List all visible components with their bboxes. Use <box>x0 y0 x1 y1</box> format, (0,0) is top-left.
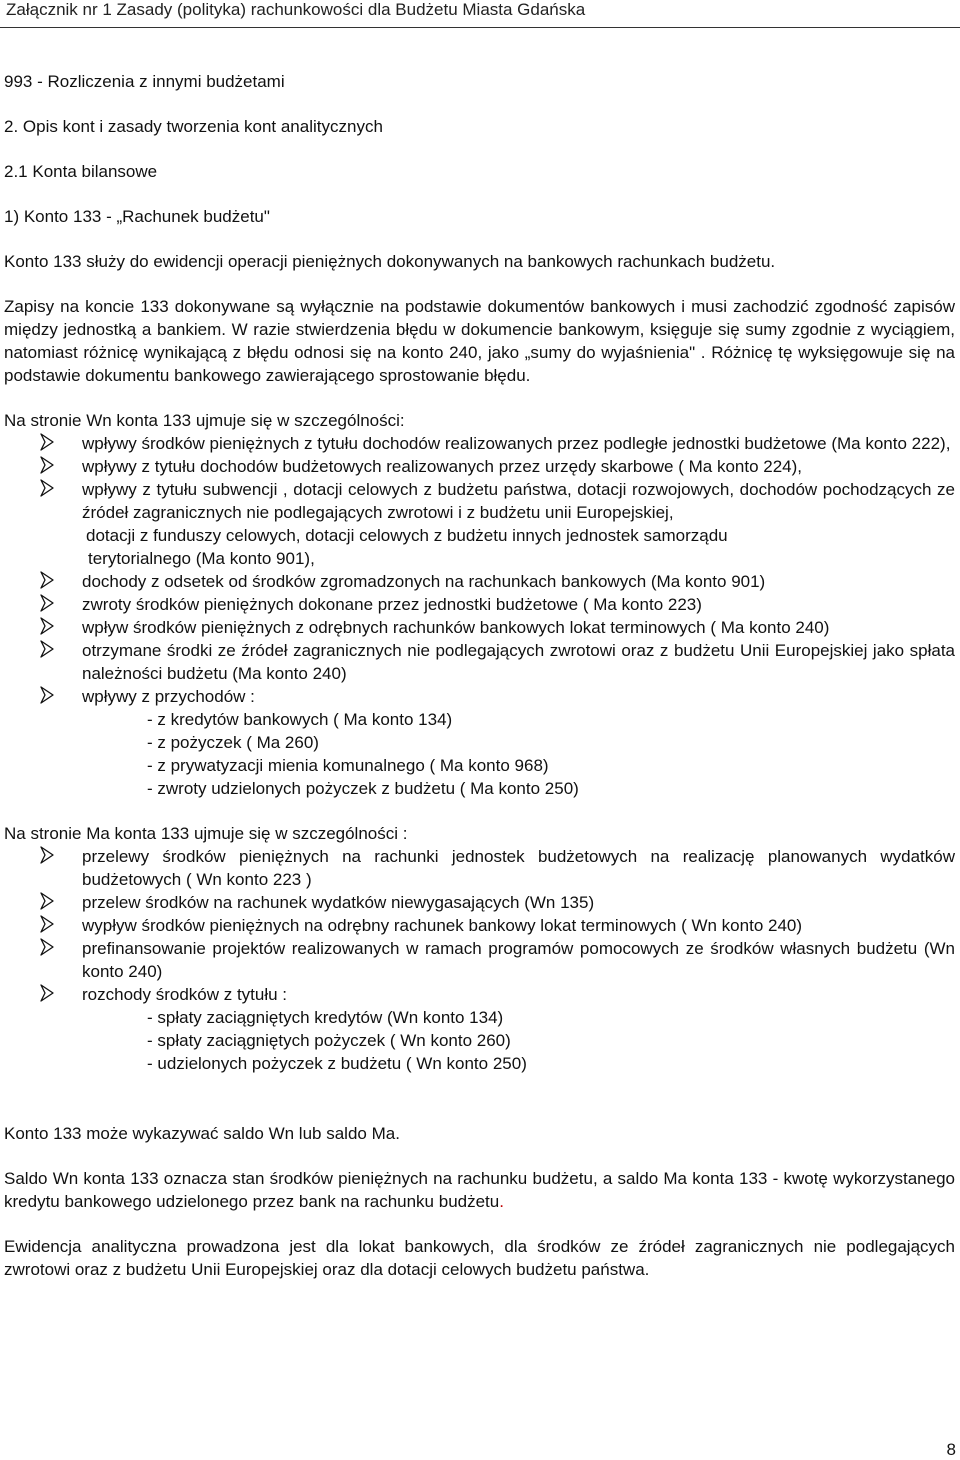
arrowhead-bullet-icon <box>40 456 54 474</box>
arrowhead-bullet-icon <box>40 571 54 589</box>
list-item-text: przelewy środków pieniężnych na rachunki jednostek budżetowych na realizację planowanych wydatków budżetowych ( Wn konto 223 ) <box>82 847 955 889</box>
list-item-text: rozchody środków z tytułu : <box>82 985 288 1004</box>
list-item-text: przelew środków na rachunek wydatków niewygasających (Wn 135) <box>82 893 595 912</box>
saldo-explanation <box>4 1167 955 1213</box>
list-item <box>4 639 955 685</box>
red-period: . <box>499 1192 504 1211</box>
list-item <box>4 685 955 708</box>
list-item <box>4 914 955 937</box>
list-item <box>4 616 955 639</box>
arrowhead-bullet-icon <box>40 938 54 956</box>
list-item-text: wpływy z przychodów : <box>82 687 255 706</box>
list-item <box>4 478 955 524</box>
list-item-text: zwroty środków pieniężnych dokonane przez jednostki budżetowe ( Ma konto 223) <box>82 595 702 614</box>
list-item-text: wpływy z tytułu dochodów budżetowych realizowanych przez urzędy skarbowe ( Ma konto 224), <box>82 457 803 476</box>
list-item-text: wpływy z tytułu subwencji , dotacji celowych z budżetu państwa, dotacji rozwojowych, dochodów pochodzących ze źródeł zagranicznych nie podlegających zwrotowi i z budżetu unii Europejskiej, <box>82 480 955 522</box>
arrowhead-bullet-icon <box>40 915 54 933</box>
list-item-continuation: dotacji z funduszy celowych, dotacji celowych z budżetu innych jednostek samorządu <box>86 526 728 545</box>
arrowhead-bullet-icon <box>40 846 54 864</box>
wn-side-list <box>4 432 955 524</box>
list-item-text: wpływ środków pieniężnych z odrębnych rachunków bankowych lokat terminowych ( Ma konto 240) <box>82 618 830 637</box>
list-item-continuation: terytorialnego (Ma konto 901), <box>88 549 315 568</box>
arrowhead-bullet-icon <box>40 984 54 1002</box>
list-item <box>4 570 955 593</box>
document-body <box>4 70 955 1281</box>
sub-item: - spłaty zaciągniętych kredytów (Wn konto 134) <box>147 1008 504 1027</box>
ma-side-list <box>4 845 955 1006</box>
arrowhead-bullet-icon <box>40 433 54 451</box>
sub-item: - zwroty udzielonych pożyczek z budżetu ( Ma konto 250) <box>147 779 579 798</box>
arrowhead-bullet-icon <box>40 686 54 704</box>
sub-item: - z prywatyzacji mienia komunalnego ( Ma konto 968) <box>147 756 549 775</box>
list-item-text: wypływ środków pieniężnych na odrębny rachunek bankowy lokat terminowych ( Wn konto 240) <box>82 916 803 935</box>
account-133-description: Konto 133 służy do ewidencji operacji pieniężnych dokonywanych na bankowych rachunkach budżetu. <box>4 252 776 271</box>
wn-side-intro: Na stronie Wn konta 133 ujmuje się w szczególności: <box>4 411 405 430</box>
list-item <box>4 891 955 914</box>
arrowhead-bullet-icon <box>40 892 54 910</box>
account-133-heading: 1) Konto 133 - „Rachunek budżetu" <box>4 207 270 226</box>
arrowhead-bullet-icon <box>40 640 54 658</box>
page-number: 8 <box>946 1440 956 1459</box>
list-item <box>4 432 955 455</box>
list-item <box>4 845 955 891</box>
arrowhead-bullet-icon <box>40 479 54 497</box>
running-header: Załącznik nr 1 Zasady (polityka) rachunkowości dla Budżetu Miasta Gdańska <box>6 0 586 19</box>
arrowhead-bullet-icon <box>40 617 54 635</box>
section-heading-2-1: 2.1 Konta bilansowe <box>4 162 158 181</box>
account-993-line: 993 - Rozliczenia z innymi budżetami <box>4 72 285 91</box>
account-133-rules-paragraph: Zapisy na koncie 133 dokonywane są wyłącznie na podstawie dokumentów bankowych i musi zachodzić zgodność zapisów między jednostką a bankiem. W razie stwierdzenia błędu w dokumencie bankowym, księguje się sumy zgodnie z wyciągiem, natomiast różnicę wynikającą z błędu odnosi się na konto 240, jako „sumy do wyjaśnienia" . Różnicę tę wyksięgowuje się na podstawie dokumentu bankowego zawierającego sprostowanie błędu. <box>4 297 955 385</box>
list-item <box>4 983 955 1006</box>
list-item-text: wpływy środków pieniężnych z tytułu dochodów realizowanych przez podległe jednostki budżetowe (Ma konto 222), <box>82 434 951 453</box>
list-item <box>4 455 955 478</box>
arrowhead-bullet-icon <box>40 594 54 612</box>
list-item-text: prefinansowanie projektów realizowanych w ramach programów pomocowych ze środków własnych budżetu (Wn konto 240) <box>82 939 955 981</box>
sub-item: - z kredytów bankowych ( Ma konto 134) <box>147 710 453 729</box>
sub-item: - udzielonych pożyczek z budżetu ( Wn konto 250) <box>147 1054 527 1073</box>
list-item-text: otrzymane środki ze źródeł zagranicznych nie podlegających zwrotowi oraz z budżetu Unii Europejskiej jako spłata należności budżetu (Ma konto 240) <box>82 641 955 683</box>
analytical-records-paragraph: Ewidencja analityczna prowadzona jest dla lokat bankowych, dla środków ze źródeł zagranicznych nie podlegających zwrotowi oraz z budżetu Unii Europejskiej oraz dla dotacji celowych budżetu państwa. <box>4 1237 955 1279</box>
list-item <box>4 937 955 983</box>
ma-side-intro: Na stronie Ma konta 133 ujmuje się w szczególności : <box>4 824 408 843</box>
saldo-note: Konto 133 może wykazywać saldo Wn lub saldo Ma. <box>4 1124 400 1143</box>
wn-side-list-cont <box>4 570 955 708</box>
list-item-text: dochody z odsetek od środków zgromadzonych na rachunkach bankowych (Ma konto 901) <box>82 572 766 591</box>
section-heading-2: 2. Opis kont i zasady tworzenia kont analitycznych <box>4 117 383 136</box>
saldo-explanation-text: Saldo Wn konta 133 oznacza stan środków pieniężnych na rachunku budżetu, a saldo Ma konta 133 - kwotę wykorzystanego kredytu bankowego udzielonego przez bank na rachunku budżetu <box>4 1169 955 1211</box>
sub-item: - spłaty zaciągniętych pożyczek ( Wn konto 260) <box>147 1031 511 1050</box>
list-item <box>4 593 955 616</box>
header-rule <box>0 27 960 28</box>
sub-item: - z pożyczek ( Ma 260) <box>147 733 319 752</box>
